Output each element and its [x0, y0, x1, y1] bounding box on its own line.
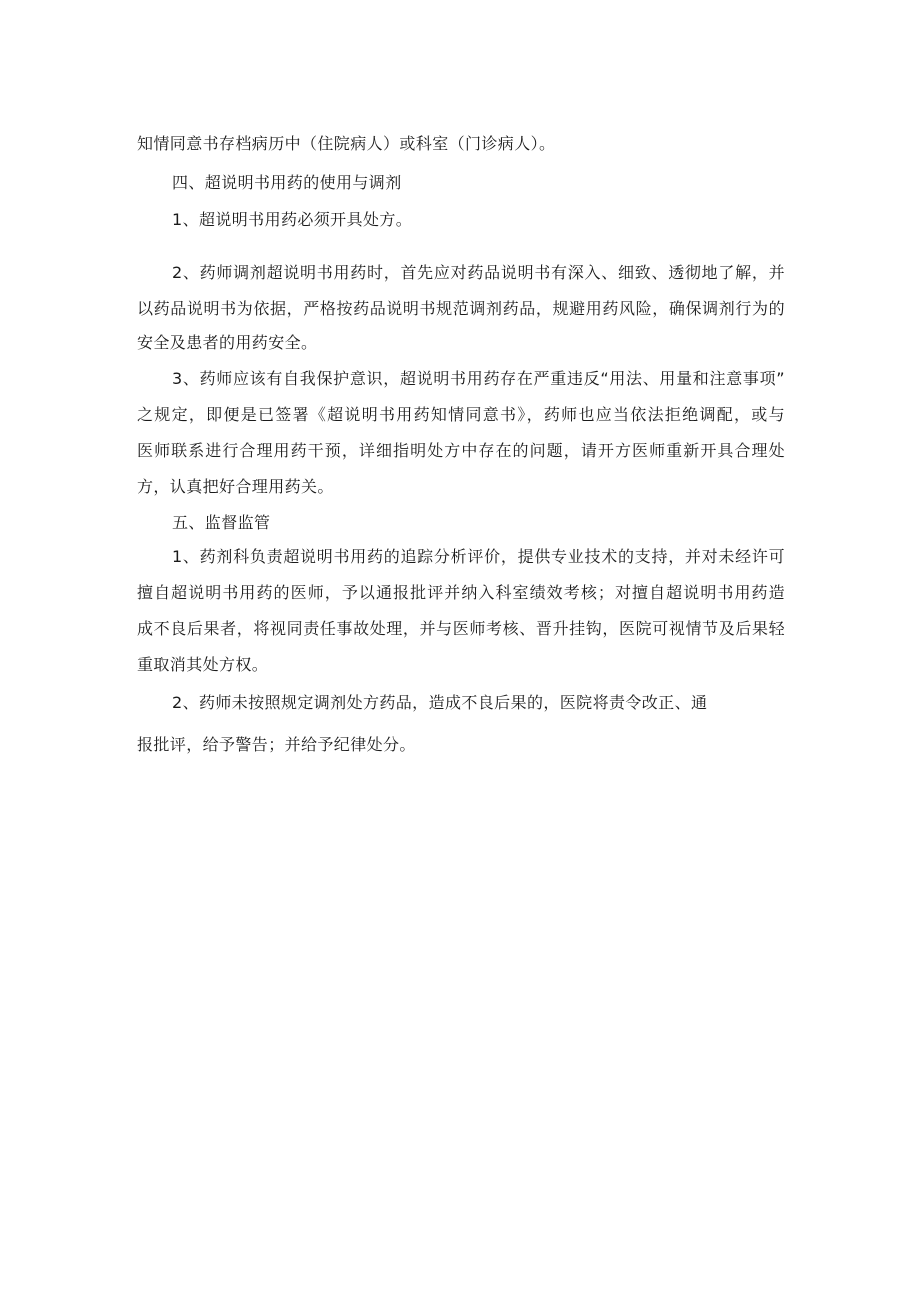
section-heading: 四、超说明书用药的使用与调剂: [172, 173, 402, 192]
text-line: 医师联系进行合理用药干预，详细指明处方中存在的问题，请开方医师重新开具合理处: [137, 441, 785, 460]
text-line: 1、药剂科负责超说明书用药的追踪分析评价，提供专业技术的支持，并对未经许可: [172, 547, 785, 566]
text-line: 以药品说明书为依据，严格按药品说明书规范调剂药品，规避用药风险，确保调剂行为的: [137, 299, 785, 318]
text-line: 2、药师未按照规定调剂处方药品，造成不良后果的，医院将责令改正、通: [172, 693, 708, 712]
text-line: 知情同意书存档病历中（住院病人）或科室（门诊病人）。: [137, 134, 556, 153]
text-line: 2、药师调剂超说明书用药时，首先应对药品说明书有深入、细致、透彻地了解，并: [172, 263, 785, 282]
text-line: 方，认真把好合理用药关。: [137, 477, 334, 496]
section-heading: 五、监督监管: [172, 513, 271, 532]
text-line: 3、药师应该有自我保护意识，超说明书用药存在严重违反“用法、用量和注意事项”: [172, 369, 785, 388]
text-line: 成不良后果者，将视同责任事故处理，并与医师考核、晋升挂钩，医院可视情节及后果轻: [137, 619, 785, 638]
text-line: 安全及患者的用药安全。: [137, 333, 318, 352]
text-line: 之规定，即便是已签署《超说明书用药知情同意书》，药师也应当依法拒绝调配，或与: [137, 405, 785, 424]
text-line: 擅自超说明书用药的医师，予以通报批评并纳入科室绩效考核；对擅自超说明书用药造: [137, 583, 785, 602]
text-line: 1、超说明书用药必须开具处方。: [172, 210, 413, 229]
text-line: 报批评，给予警告；并给予纪律处分。: [137, 735, 416, 754]
text-line: 重取消其处方权。: [137, 655, 269, 674]
